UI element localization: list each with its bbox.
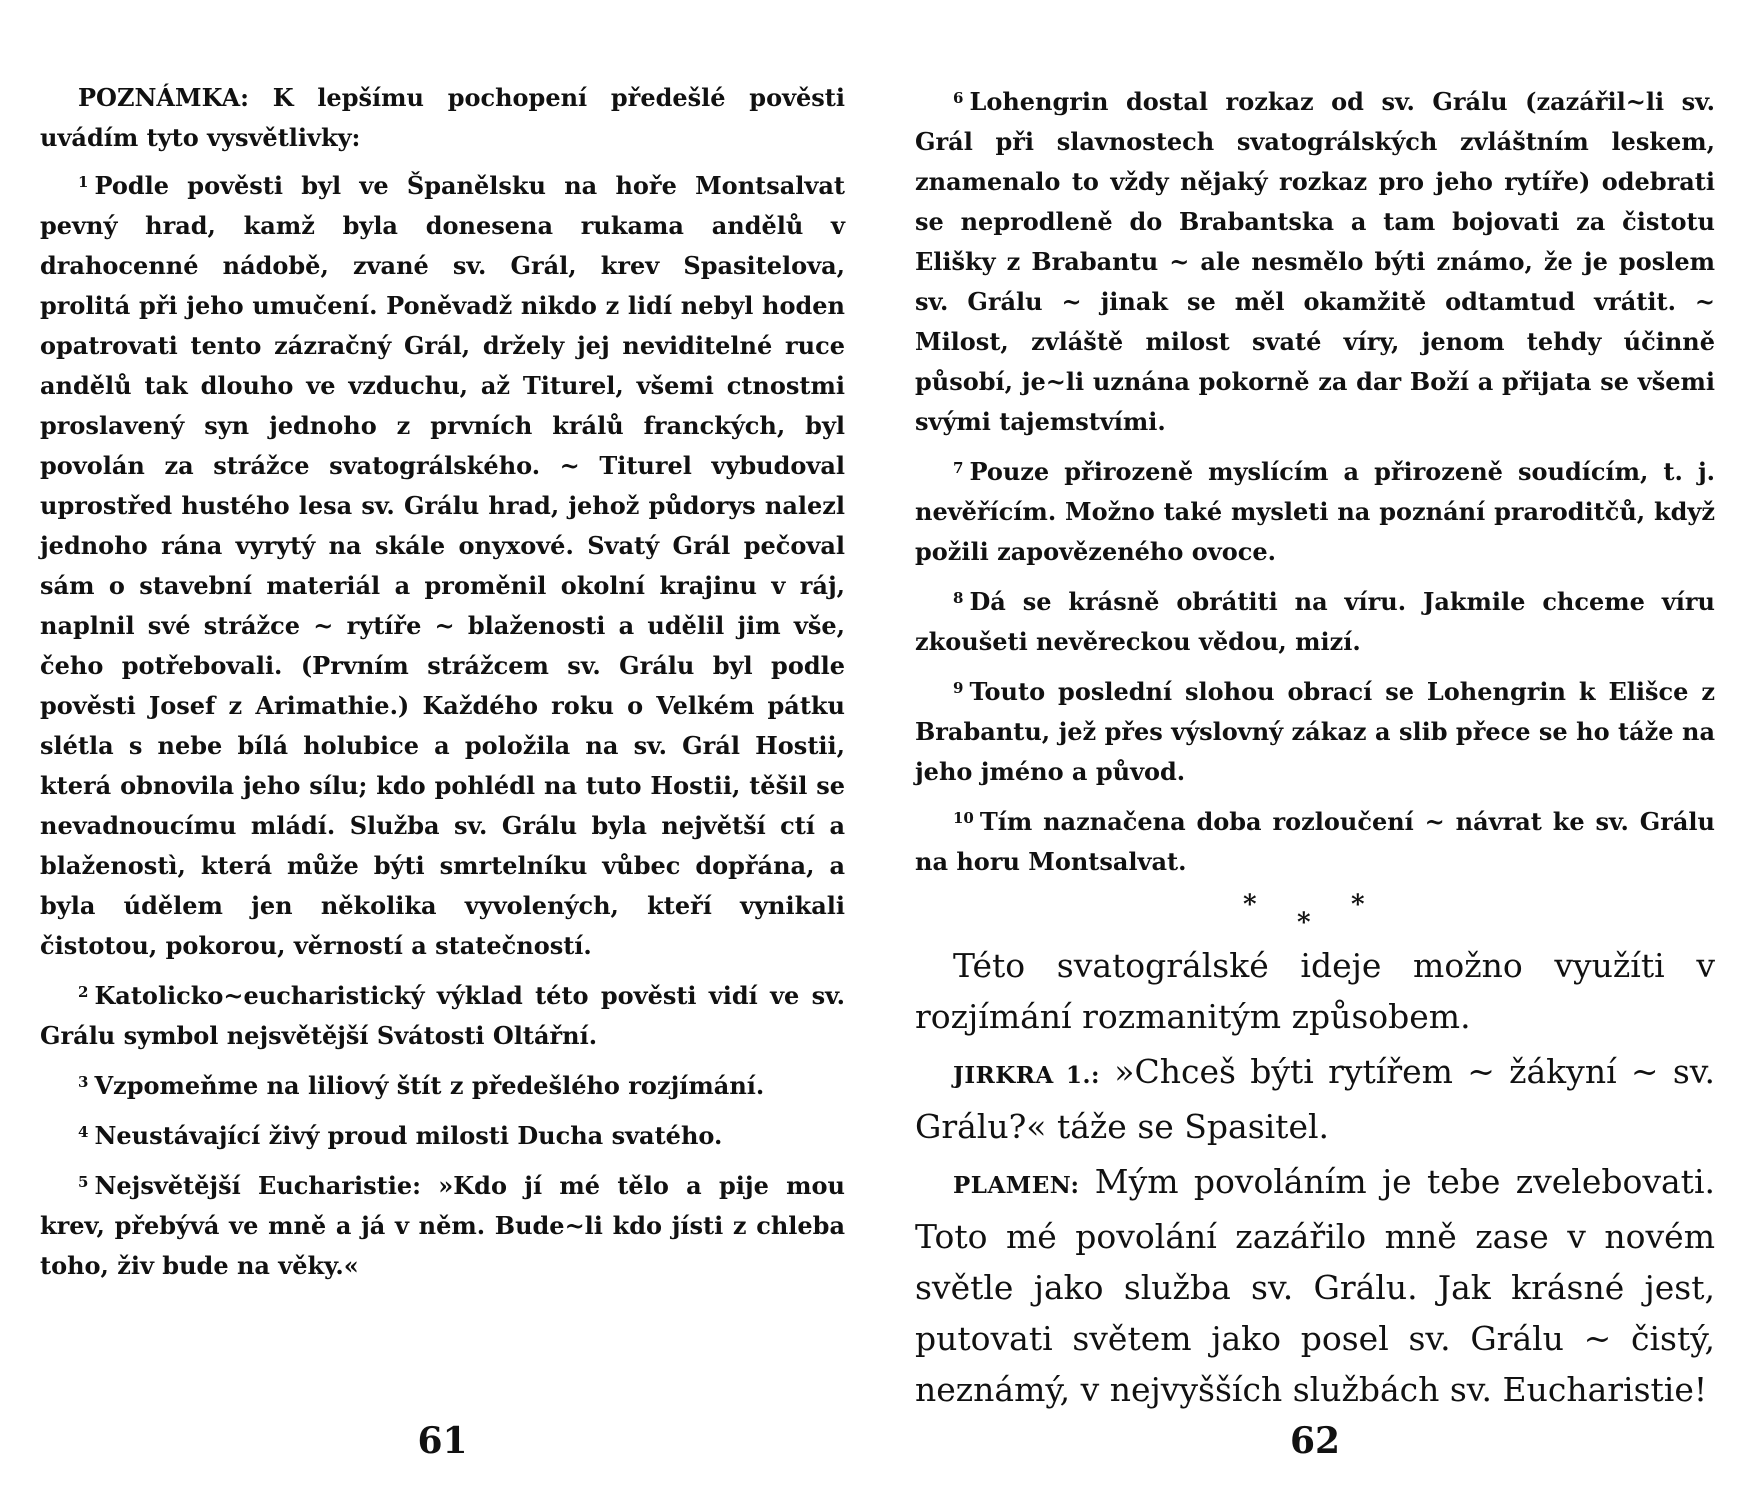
footnote-text: Vzpomeňme na liliový štít z předešlého rozjímání.	[94, 1071, 765, 1100]
footnote-number: 10	[953, 809, 974, 827]
asterisk-icon: *	[1243, 890, 1257, 920]
footnote-number: 4	[78, 1123, 89, 1141]
footnote-number: 1	[78, 173, 89, 191]
footnote-6	[915, 78, 1715, 442]
footnote-3	[40, 1062, 845, 1106]
closing-text: »Chceš býti rytířem ~ žákyní ~ sv. Grálu?« táže se Spasitel.	[915, 1052, 1715, 1146]
right-page	[915, 0, 1715, 1500]
footnote-text: Dá se krásně obrátiti na víru. Jakmile chceme víru zkoušeti nevěreckou vědou, mizí.	[915, 587, 1715, 656]
page-number-left: 61	[417, 1420, 468, 1462]
footnote-number: 9	[953, 679, 964, 697]
footnote-text: Pouze přirozeně myslícím a přirozeně soudícím, t. j. nevěřícím. Možno také mysleti na poznání praroditčů, když požili zapovězeného ovoce.	[915, 457, 1715, 566]
footnote-4	[40, 1112, 845, 1156]
footnote-5	[40, 1162, 845, 1286]
footnote-text: Nejsvětější Eucharistie: »Kdo jí mé tělo a pije mou krev, přebývá ve mně a já v něm. Bude~li kdo jísti z chleba toho, živ bude na věky.«	[40, 1171, 845, 1280]
footnote-text: Touto poslední slohou obrací se Lohengrin k Elišce z Brabantu, jež přes výslovný zákaz a slib přece se ho táže na jeho jméno a původ.	[915, 677, 1715, 786]
right-page-content	[915, 78, 1715, 1419]
footnote-number: 6	[953, 89, 964, 107]
intro-paragraph	[40, 78, 845, 158]
footnote-9	[915, 668, 1715, 792]
speaker-label: JIRKRA 1.:	[953, 1062, 1101, 1089]
speaker-label: PLAMEN:	[953, 1172, 1080, 1199]
closing-text: Této svatográlské ideje možno využíti v rozjímání rozmanitým způsobem.	[915, 946, 1715, 1036]
footnote-text: Neustávající živý proud milosti Ducha svatého.	[94, 1121, 723, 1150]
footnote-8	[915, 578, 1715, 662]
footnote-text: Lohengrin dostal rozkaz od sv. Grálu (zazářil~li sv. Grál při slavnostech svatográlských zvláštním leskem, znamenalo to vždy nějaký rozkaz pro jeho rytíře) odebrati se neprodleně do Brabantska a tam bojovati za čistotu Elišky z Brabantu ~ ale nesmělo býti známo, že je poslem sv. Grálu ~ jinak se měl okamžitě odtamtud vrátit. ~ Milost, zvláště milost svaté víry, jenom tehdy účinně působí, je~li uznána pokorně za dar Boží a přijata se všemi svými tajemstvími.	[915, 87, 1715, 436]
footnote-text: Podle pověsti byl ve Španělsku na hoře Montsalvat pevný hrad, kamž byla donesena rukama andělů v drahocenné nádobě, zvané sv. Grál, krev Spasitelova, prolitá při jeho umučení. Poněvadž nikdo z lidí nebyl hoden opatrovati tento zázračný Grál, držely jej neviditelné ruce andělů tak dlouho ve vzduchu, až Titurel, všemi ctnostmi proslavený syn jednoho z prvních králů franckých, byl povolán za strážce svatográlského. ~ Titurel vybudoval uprostřed hustého lesa sv. Grálu hrad, jehož půdorys nalezl jednoho rána vyrytý na skále onyxové. Svatý Grál pečoval sám o stavební materiál a proměnil okolní krajinu v ráj, naplnil své strážce ~ rytíře ~ blaženosti a udělil jim vše, čeho potřebovali. (Prvním strážcem sv. Grálu byl podle pověsti Josef z Arimathie.) Každého roku o Velkém pátku slétla s nebe bílá holubice a položila na sv. Grál Hostii, která obnovila jeho sílu; kdo pohlédl na tuto Hostii, těšil se nevadnoucímu mládí. Služba sv. Grálu byla největší ctí a blaženostì, která může býti smrtelníku vůbec dopřána, a byla údělem jen několika vyvolených, kteří vynikali čistotou, pokorou, věrností a statečností.	[40, 171, 845, 960]
footnote-number: 3	[78, 1073, 89, 1091]
intro-label: POZNÁMKA:	[78, 83, 249, 112]
footnote-number: 8	[953, 589, 964, 607]
footnote-number: 2	[78, 983, 89, 1001]
footnote-7	[915, 448, 1715, 572]
footnote-1	[40, 162, 845, 966]
closing-paragraph-1	[915, 940, 1715, 1042]
page-number-right: 62	[1289, 1420, 1341, 1462]
footnote-2	[40, 972, 845, 1056]
closing-text: Mým povoláním je tebe zvelebovati. Toto mé povolání zazářilo mně zase v novém světle jako služba sv. Grálu. Jak krásné jest, putovati světem jako posel sv. Grálu ~ čistý, neznámý, v nejvyšších službách sv. Eucharistie!	[915, 1162, 1715, 1409]
closing-paragraph-3	[915, 1156, 1715, 1415]
asterism-separator	[915, 888, 1715, 940]
footnote-text: Katolicko~eucharistický výklad této pověsti vidí ve sv. Grálu symbol nejsvětější Svátosti Oltářní.	[40, 981, 845, 1050]
asterisk-icon: *	[1297, 908, 1311, 938]
footnote-text: Tím naznačena doba rozloučení ~ návrat ke sv. Grálu na horu Montsalvat.	[915, 807, 1715, 876]
footnote-10	[915, 798, 1715, 882]
asterisk-icon: *	[1351, 890, 1365, 920]
footnote-number: 7	[953, 459, 964, 477]
footnote-number: 5	[78, 1173, 89, 1191]
closing-paragraph-2	[915, 1046, 1715, 1152]
left-page	[40, 0, 845, 1500]
intro-text: K lepšímu pochopení předešlé pověsti uvádím tyto vysvětlivky:	[40, 83, 846, 152]
left-page-content	[40, 78, 845, 1292]
